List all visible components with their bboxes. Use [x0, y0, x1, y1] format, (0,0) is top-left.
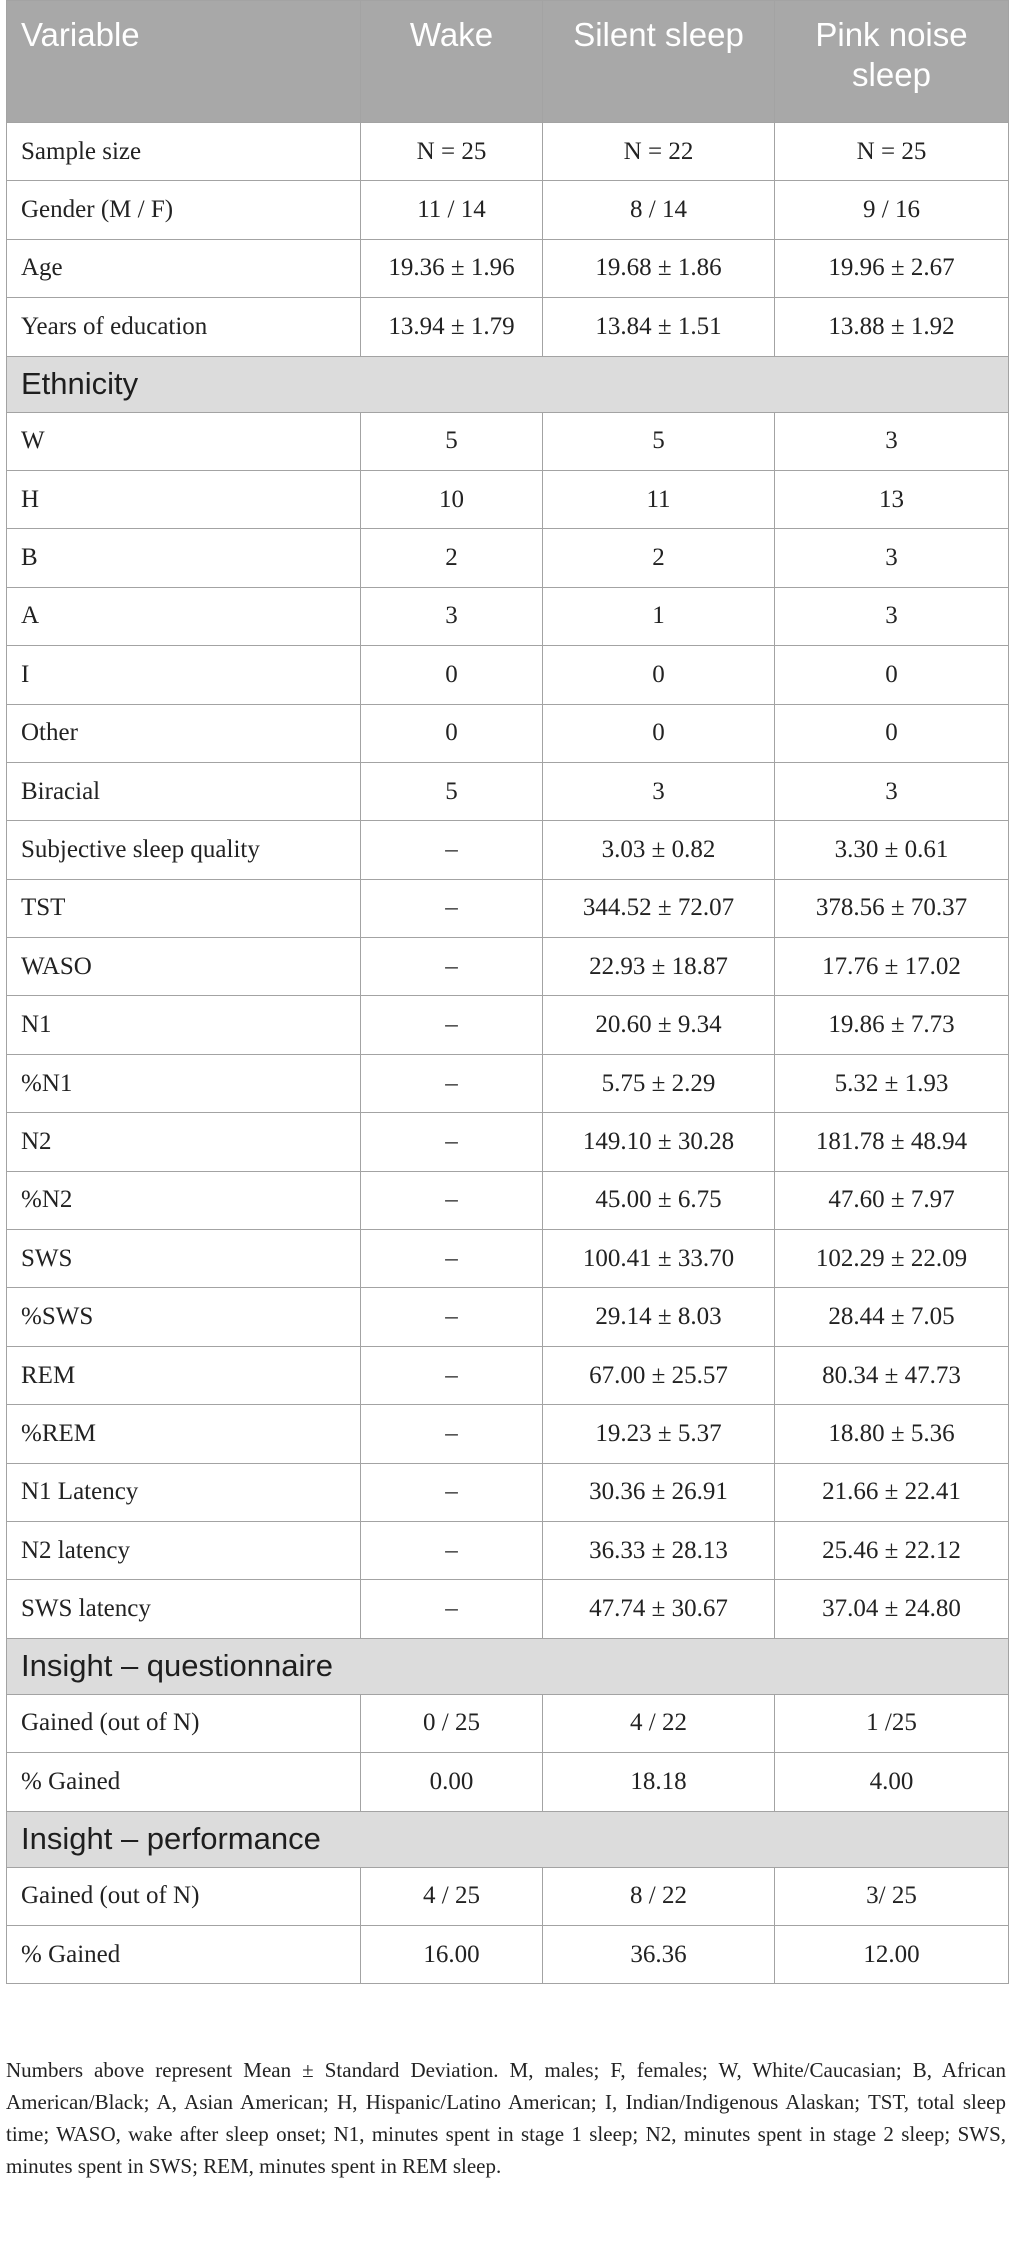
row-label-cell: % Gained: [7, 1753, 361, 1811]
value-cell: 13: [775, 470, 1009, 528]
value-cell: 25.46 ± 22.12: [775, 1521, 1009, 1579]
value-cell: 0: [775, 704, 1009, 762]
value-cell: –: [361, 996, 543, 1054]
table-row: [7, 821, 1009, 879]
value-cell: 3: [775, 762, 1009, 820]
table-row: [7, 412, 1009, 470]
value-cell: 378.56 ± 70.37: [775, 879, 1009, 937]
value-cell: 47.60 ± 7.97: [775, 1171, 1009, 1229]
value-cell: 0: [543, 704, 775, 762]
table-container: [6, 0, 1008, 1984]
table-footnote: Numbers above represent Mean ± Standard Deviation. M, males; F, females; W, White/Caucasian; B, African American/Black; A, Asian American; H, Hispanic/Latino American; I, Indian/Indigenous Alaskan; TST, total sleep time; WASO, wake after sleep onset; N1, minutes spent in stage 1 sleep; N2, minutes spent in stage 2 sleep; SWS, minutes spent in SWS; REM, minutes spent in REM sleep.: [6, 2058, 1006, 2178]
table-row: [7, 1405, 1009, 1463]
value-cell: –: [361, 879, 543, 937]
value-cell: 19.23 ± 5.37: [543, 1405, 775, 1463]
row-label-cell: W: [7, 412, 361, 470]
value-cell: 4.00: [775, 1753, 1009, 1811]
table-row: [7, 1288, 1009, 1346]
header-pink-noise-sleep: Pink noise sleep: [775, 1, 1009, 123]
section-title: Insight – performance: [7, 1811, 1009, 1867]
row-label-cell: H: [7, 470, 361, 528]
value-cell: 19.86 ± 7.73: [775, 996, 1009, 1054]
value-cell: N = 25: [361, 123, 543, 181]
value-cell: 13.88 ± 1.92: [775, 298, 1009, 356]
section-title: Insight – questionnaire: [7, 1638, 1009, 1694]
row-label-cell: REM: [7, 1346, 361, 1404]
table-body: [7, 123, 1009, 1984]
value-cell: 3.03 ± 0.82: [543, 821, 775, 879]
value-cell: 0: [361, 646, 543, 704]
row-label-cell: N1 Latency: [7, 1463, 361, 1521]
table-row: [7, 996, 1009, 1054]
value-cell: 47.74 ± 30.67: [543, 1580, 775, 1638]
row-label-cell: SWS latency: [7, 1580, 361, 1638]
header-variable: Variable: [7, 1, 361, 123]
row-label-cell: Gained (out of N): [7, 1694, 361, 1752]
header-row: [7, 1, 1009, 123]
table-row: [7, 1694, 1009, 1752]
value-cell: 5: [361, 412, 543, 470]
value-cell: 9 / 16: [775, 181, 1009, 239]
row-label-cell: Subjective sleep quality: [7, 821, 361, 879]
value-cell: 3.30 ± 0.61: [775, 821, 1009, 879]
row-label-cell: TST: [7, 879, 361, 937]
value-cell: 1: [543, 587, 775, 645]
value-cell: 80.34 ± 47.73: [775, 1346, 1009, 1404]
row-label-cell: SWS: [7, 1230, 361, 1288]
value-cell: 0: [361, 704, 543, 762]
value-cell: 10: [361, 470, 543, 528]
table-row: [7, 1753, 1009, 1811]
table-row: [7, 1346, 1009, 1404]
value-cell: 1 /25: [775, 1694, 1009, 1752]
table-row: [7, 1580, 1009, 1638]
value-cell: –: [361, 1054, 543, 1112]
value-cell: 3: [775, 412, 1009, 470]
row-label-cell: N1: [7, 996, 361, 1054]
value-cell: 67.00 ± 25.57: [543, 1346, 775, 1404]
row-label-cell: N2: [7, 1113, 361, 1171]
table-row: [7, 1054, 1009, 1112]
table-row: [7, 298, 1009, 356]
header-wake: Wake: [361, 1, 543, 123]
value-cell: –: [361, 1230, 543, 1288]
table-row: [7, 1230, 1009, 1288]
value-cell: 3: [775, 529, 1009, 587]
row-label-cell: I: [7, 646, 361, 704]
value-cell: 21.66 ± 22.41: [775, 1463, 1009, 1521]
table-row: [7, 529, 1009, 587]
table-row: [7, 470, 1009, 528]
table-row: [7, 1463, 1009, 1521]
table-row: [7, 646, 1009, 704]
value-cell: 149.10 ± 30.28: [543, 1113, 775, 1171]
value-cell: 8 / 22: [543, 1867, 775, 1925]
section-header-row: [7, 1638, 1009, 1694]
value-cell: 45.00 ± 6.75: [543, 1171, 775, 1229]
row-label-cell: %SWS: [7, 1288, 361, 1346]
value-cell: 100.41 ± 33.70: [543, 1230, 775, 1288]
value-cell: 18.18: [543, 1753, 775, 1811]
value-cell: –: [361, 1288, 543, 1346]
value-cell: 2: [361, 529, 543, 587]
header-silent-sleep: Silent sleep: [543, 1, 775, 123]
value-cell: 5: [543, 412, 775, 470]
table-row: [7, 938, 1009, 996]
value-cell: 0 / 25: [361, 1694, 543, 1752]
value-cell: 4 / 22: [543, 1694, 775, 1752]
value-cell: –: [361, 1580, 543, 1638]
value-cell: 37.04 ± 24.80: [775, 1580, 1009, 1638]
value-cell: –: [361, 821, 543, 879]
row-label-cell: Gender (M / F): [7, 181, 361, 239]
row-label-cell: Gained (out of N): [7, 1867, 361, 1925]
value-cell: 17.76 ± 17.02: [775, 938, 1009, 996]
table-row: [7, 587, 1009, 645]
value-cell: –: [361, 938, 543, 996]
demographics-sleep-table: [6, 0, 1009, 1984]
table-header: [7, 1, 1009, 123]
value-cell: 102.29 ± 22.09: [775, 1230, 1009, 1288]
value-cell: 11 / 14: [361, 181, 543, 239]
table-row: [7, 1521, 1009, 1579]
row-label-cell: %REM: [7, 1405, 361, 1463]
value-cell: –: [361, 1521, 543, 1579]
table-row: [7, 181, 1009, 239]
section-title: Ethnicity: [7, 356, 1009, 412]
value-cell: –: [361, 1346, 543, 1404]
value-cell: 3: [361, 587, 543, 645]
value-cell: 0: [775, 646, 1009, 704]
value-cell: 5.75 ± 2.29: [543, 1054, 775, 1112]
value-cell: 12.00: [775, 1925, 1009, 1983]
value-cell: 28.44 ± 7.05: [775, 1288, 1009, 1346]
value-cell: 344.52 ± 72.07: [543, 879, 775, 937]
value-cell: 5.32 ± 1.93: [775, 1054, 1009, 1112]
value-cell: 19.36 ± 1.96: [361, 239, 543, 297]
table-row: [7, 1171, 1009, 1229]
row-label-cell: A: [7, 587, 361, 645]
row-label-cell: %N1: [7, 1054, 361, 1112]
value-cell: 3/ 25: [775, 1867, 1009, 1925]
row-label-cell: Biracial: [7, 762, 361, 820]
section-header-row: [7, 356, 1009, 412]
row-label-cell: Age: [7, 239, 361, 297]
row-label-cell: N2 latency: [7, 1521, 361, 1579]
value-cell: 2: [543, 529, 775, 587]
value-cell: 19.96 ± 2.67: [775, 239, 1009, 297]
value-cell: 4 / 25: [361, 1867, 543, 1925]
value-cell: 0.00: [361, 1753, 543, 1811]
value-cell: 16.00: [361, 1925, 543, 1983]
row-label-cell: Years of education: [7, 298, 361, 356]
row-label-cell: Other: [7, 704, 361, 762]
table-row: [7, 1867, 1009, 1925]
value-cell: –: [361, 1113, 543, 1171]
row-label-cell: %N2: [7, 1171, 361, 1229]
value-cell: 3: [775, 587, 1009, 645]
table-row: [7, 1113, 1009, 1171]
value-cell: 13.84 ± 1.51: [543, 298, 775, 356]
row-label-cell: B: [7, 529, 361, 587]
value-cell: 3: [543, 762, 775, 820]
value-cell: 0: [543, 646, 775, 704]
table-row: [7, 762, 1009, 820]
row-label-cell: Sample size: [7, 123, 361, 181]
row-label-cell: WASO: [7, 938, 361, 996]
table-row: [7, 879, 1009, 937]
value-cell: N = 25: [775, 123, 1009, 181]
table-row: [7, 704, 1009, 762]
value-cell: 22.93 ± 18.87: [543, 938, 775, 996]
section-header-row: [7, 1811, 1009, 1867]
value-cell: 8 / 14: [543, 181, 775, 239]
value-cell: 36.36: [543, 1925, 775, 1983]
value-cell: 13.94 ± 1.79: [361, 298, 543, 356]
value-cell: 19.68 ± 1.86: [543, 239, 775, 297]
value-cell: 20.60 ± 9.34: [543, 996, 775, 1054]
value-cell: 11: [543, 470, 775, 528]
value-cell: 5: [361, 762, 543, 820]
value-cell: –: [361, 1405, 543, 1463]
row-label-cell: % Gained: [7, 1925, 361, 1983]
value-cell: 18.80 ± 5.36: [775, 1405, 1009, 1463]
table-row: [7, 239, 1009, 297]
value-cell: 29.14 ± 8.03: [543, 1288, 775, 1346]
value-cell: –: [361, 1463, 543, 1521]
value-cell: 36.33 ± 28.13: [543, 1521, 775, 1579]
table-row: [7, 1925, 1009, 1983]
value-cell: –: [361, 1171, 543, 1229]
table-row: [7, 123, 1009, 181]
value-cell: N = 22: [543, 123, 775, 181]
value-cell: 30.36 ± 26.91: [543, 1463, 775, 1521]
value-cell: 181.78 ± 48.94: [775, 1113, 1009, 1171]
